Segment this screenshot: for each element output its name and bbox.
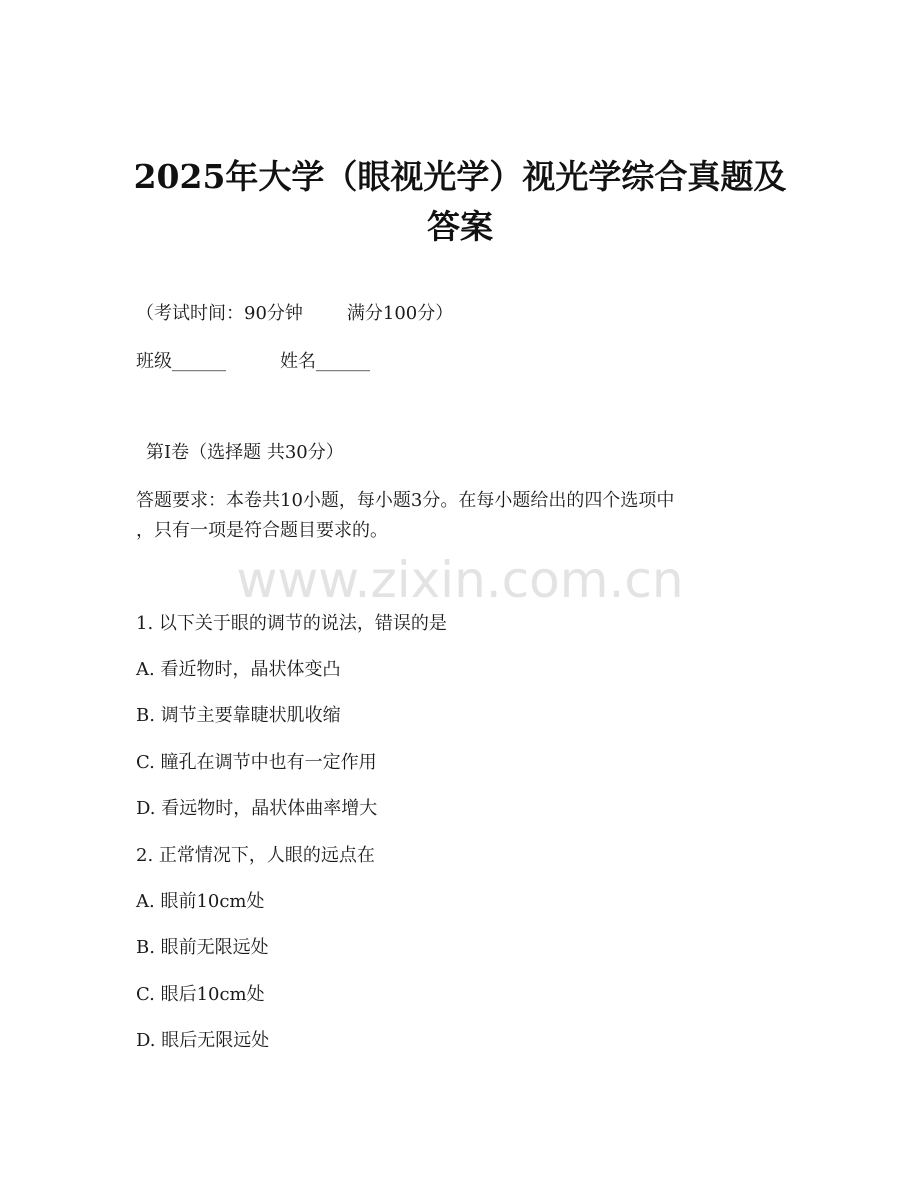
section-title: 第I卷（选择题 共30分） (146, 442, 344, 463)
question-2-option-c: C. 眼后10cm处 (136, 984, 265, 1005)
question-1-stem: 1. 以下关于眼的调节的说法，错误的是 (136, 613, 447, 634)
question-1-option-a: A. 看近物时，晶状体变凸 (136, 659, 341, 680)
question-1-option-c: C. 瞳孔在调节中也有一定作用 (136, 752, 377, 773)
exam-time: （考试时间：90分钟 (136, 303, 303, 324)
document-title-line-1: 2025年大学（眼视光学）视光学综合真题及 (133, 157, 787, 196)
watermark: www.zixin.com.cn (236, 551, 684, 609)
question-2-option-a: A. 眼前10cm处 (136, 891, 265, 912)
document-title-line-2: 答案 (427, 207, 493, 246)
instructions-line-2: ，只有一项是符合题目要求的。 (136, 520, 388, 541)
question-1-option-d: D. 看远物时，晶状体曲率增大 (136, 798, 378, 819)
class-field: 班级______ (136, 351, 226, 372)
question-2-option-b: B. 眼前无限远处 (136, 937, 269, 958)
question-1-option-b: B. 调节主要靠睫状肌收缩 (136, 705, 341, 726)
question-2-stem: 2. 正常情况下，人眼的远点在 (136, 845, 375, 866)
instructions-line-1: 答题要求：本卷共10小题，每小题3分。在每小题给出的四个选项中 (136, 490, 675, 511)
student-info (136, 350, 370, 374)
exam-info (136, 302, 453, 326)
full-score: 满分100分） (346, 303, 454, 324)
question-2-option-d: D. 眼后无限远处 (136, 1030, 270, 1051)
name-field: 姓名______ (280, 351, 370, 372)
